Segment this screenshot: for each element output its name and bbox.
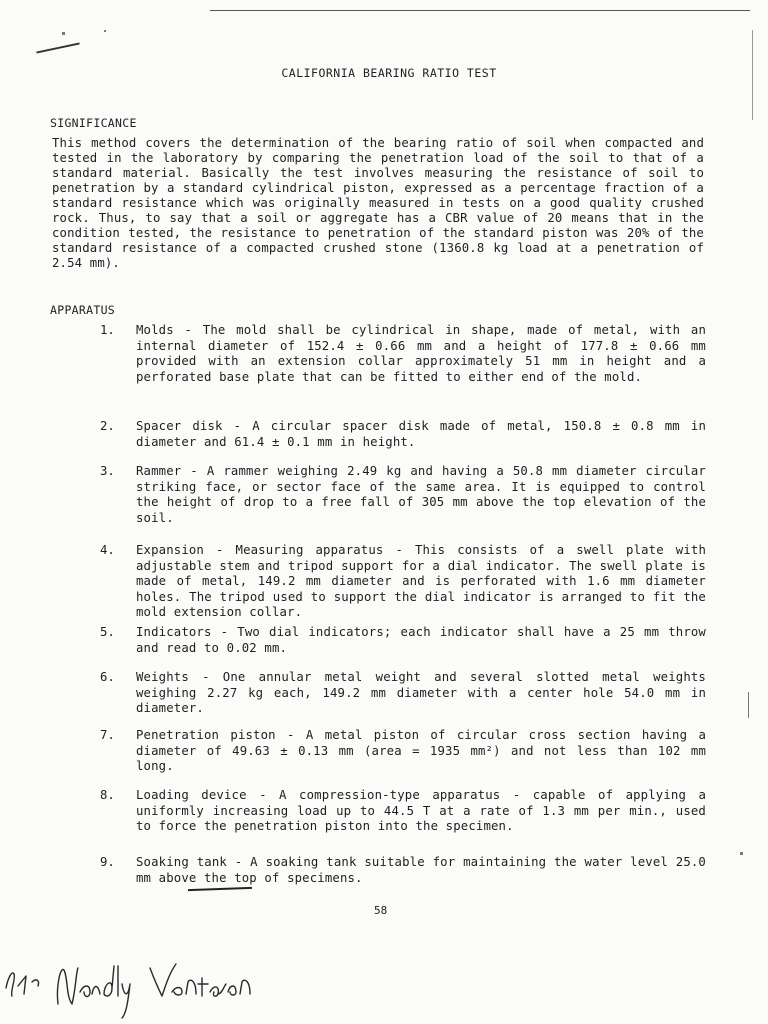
apparatus-item-expansion [100,543,712,621]
item-text: Loading device - A compression-type apparatus - capable of applying a uniformly increasing load up to 44.5 T at a rate of 1.3 mm per min., used to force the penetration piston into the specimen. [136,788,706,833]
document-title: CALIFORNIA BEARING RATIO TEST [281,66,497,80]
item-number: 3. [100,464,115,478]
item-number: 2. [100,419,115,433]
item-number: 9. [100,855,115,869]
item-text: Molds - The mold shall be cylindrical in shape, made of metal, with an internal diameter of 152.4 ± 0.66 mm and a height of 177.8 ± 0.66 mm provided with an extension collar approximately 51 mm in height and a perforated base plate that can be fitted to either end of the mold. [136,323,706,384]
item-text: Weights - One annular metal weight and several slotted metal weights weighing 2.27 kg each, 149.2 mm diameter with a center hole 54.0 mm in diameter. [136,670,706,715]
significance-paragraph: This method covers the determination of the bearing ratio of soil when compacted and tested in the laboratory by comparing the penetration load of the soil to that of a standard material. Basically the test involves measuring the resistance of soil to penetration by a standard cylindrical piston, expressed as a percentage fraction of a standard resistance which was originally measured in tests on a good quality crushed rock. Thus, to say that a soil or aggregate has a CBR value of 20 means that in the condition tested, the resistance to penetration of the standard piston was 20% of the standard resistance of a compacted crushed stone (1360.8 kg load at a penetration of 2.54 mm). [52,136,704,270]
scan-speck [62,32,65,35]
apparatus-item-soaking-tank [100,855,712,886]
apparatus-item-rammer [100,464,712,526]
pen-mark [36,42,79,53]
scan-speck [740,852,743,855]
apparatus-item-penetration-piston [100,728,712,775]
apparatus-heading: APPARATUS [50,303,116,317]
item-text: Soaking tank - A soaking tank suitable for maintaining the water level 25.0 mm above the top of specimens. [136,855,706,885]
scan-border-line [210,10,750,11]
page-number: 58 [374,904,388,917]
item-number: 7. [100,728,115,742]
handwritten-signature [0,948,260,1024]
apparatus-item-loading-device [100,788,712,835]
pen-underline [188,887,252,891]
apparatus-item-molds [100,323,712,385]
item-text: Expansion - Measuring apparatus - This consists of a swell plate with adjustable stem and tripod support for a dial indicator. The swell plate is made of metal, 149.2 mm diameter and is perforated with 1.6 mm diameter holes. The tripod used to support the dial indicator is arranged to fit the mold extension collar. [136,543,706,619]
item-number: 8. [100,788,115,802]
significance-heading: SIGNIFICANCE [50,116,137,130]
item-number: 5. [100,625,115,639]
scan-speck [104,30,106,32]
apparatus-item-spacer-disk [100,419,712,450]
apparatus-item-indicators [100,625,712,656]
scan-speck [748,692,749,718]
item-number: 1. [100,323,115,337]
item-text: Penetration piston - A metal piston of circular cross section having a diameter of 49.63 ± 0.13 mm (area = 1935 mm²) and not less than 102 mm long. [136,728,706,773]
item-number: 6. [100,670,115,684]
apparatus-item-weights [100,670,712,717]
item-text: Indicators - Two dial indicators; each indicator shall have a 25 mm throw and read to 0.02 mm. [136,625,706,655]
item-text: Spacer disk - A circular spacer disk made of metal, 150.8 ± 0.8 mm in diameter and 61.4 ± 0.1 mm in height. [136,419,706,449]
item-number: 4. [100,543,115,557]
signature-text: Nandly Yentacan [130,1022,140,1023]
item-text: Rammer - A rammer weighing 2.49 kg and having a 50.8 mm diameter circular striking face, or sector face of the same area. It is equipped to control the height of drop to a free fall of 305 mm above the top elevation of the soil. [136,464,706,525]
